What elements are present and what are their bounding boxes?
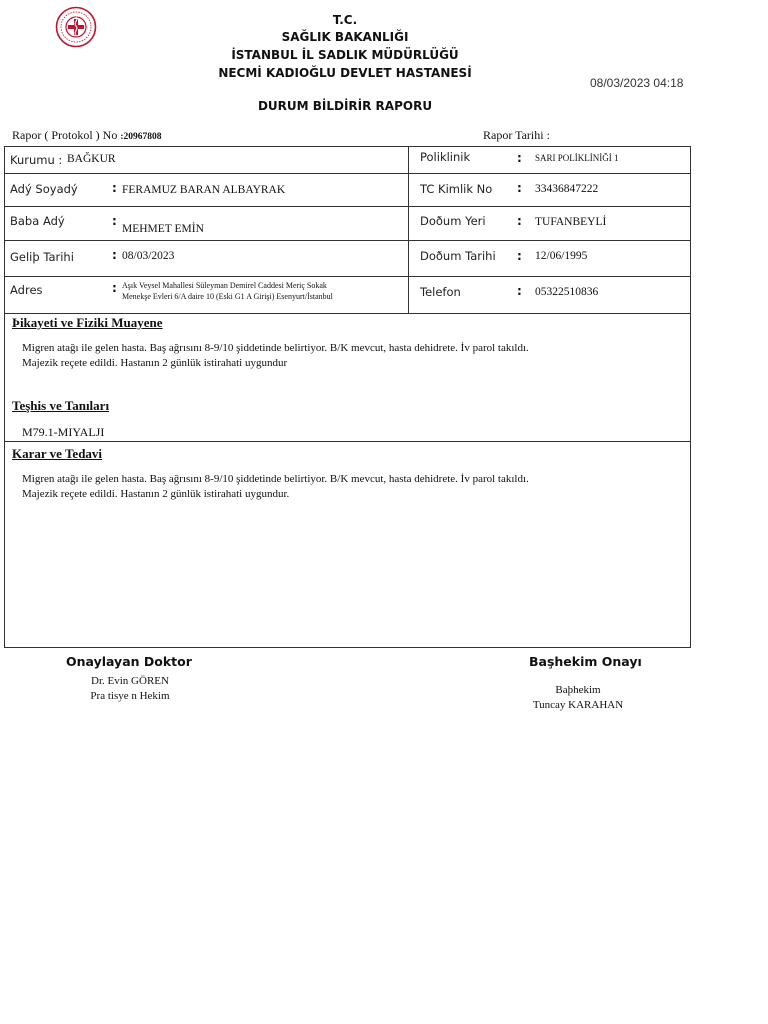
colon: : bbox=[517, 284, 522, 298]
decision-title: Karar ve Tedavi bbox=[12, 446, 103, 461]
diagnosis-title: Teşhis ve Tanıları bbox=[12, 398, 110, 413]
doctor-signature bbox=[40, 674, 220, 704]
tc-label: TC Kimlik No bbox=[420, 182, 493, 196]
report-date-label: Rapor Tarihi : bbox=[483, 128, 550, 142]
colon: : bbox=[517, 151, 522, 165]
father-label: Baba Adý bbox=[10, 214, 65, 228]
doctor-role: Pra tisye n Hekim bbox=[90, 690, 170, 702]
header-hospital: NECMİ KADIOĞLU DEVLET HASTANESİ bbox=[218, 66, 472, 80]
chief-role: Baþhekim bbox=[555, 684, 601, 696]
protocol-number: :20967808 bbox=[120, 132, 162, 142]
ministry-logo-icon bbox=[55, 6, 97, 48]
clinic-label: Poliklinik bbox=[420, 150, 471, 164]
approving-doctor-title: Onaylayan Doktor bbox=[66, 654, 192, 669]
clinic-value: SARI POLİKLİNİĞİ 1 bbox=[535, 153, 619, 163]
diagnosis-value: M79.1-MIYALJI bbox=[22, 425, 105, 439]
chief-approval-title: Başhekim Onayı bbox=[529, 654, 642, 669]
table-divider bbox=[408, 146, 409, 314]
header-ministry: SAĞLIK BAKANLIĞI bbox=[281, 30, 409, 44]
colon: : bbox=[517, 181, 522, 195]
patient-name-value: FERAMUZ BARAN ALBAYRAK bbox=[122, 184, 286, 196]
institution-label: Kurumu : bbox=[10, 153, 63, 167]
birthplace-value: TUFANBEYLİ bbox=[535, 216, 607, 228]
decision-text bbox=[22, 472, 662, 502]
chief-signature bbox=[488, 683, 668, 713]
birthdate-label: Doðum Tarihi bbox=[420, 249, 496, 263]
history-title: Þikayeti ve Fiziki Muayene bbox=[12, 315, 163, 330]
row-divider bbox=[4, 173, 691, 174]
report-title: DURUM BİLDİRİR RAPORU bbox=[257, 99, 433, 113]
colon: : bbox=[112, 281, 117, 295]
row-divider bbox=[4, 276, 691, 277]
print-datetime: 08/03/2023 04:18 bbox=[590, 76, 684, 90]
birthdate-value: 12/06/1995 bbox=[535, 250, 588, 262]
doctor-name: Dr. Evin GÖREN bbox=[91, 675, 169, 687]
institution-value: BAĞKUR bbox=[67, 153, 116, 165]
name-label: Adý Soyadý bbox=[10, 182, 78, 196]
colon: : bbox=[112, 214, 117, 228]
colon: : bbox=[112, 248, 117, 262]
decision-line: Migren atağı ile gelen hasta. Baş ağrısını 8-9/10 şiddetinde belirtiyor. B/K mevcut, hasta dehidrete. İv parol takıldı. bbox=[22, 473, 529, 485]
address-line-2: Menekşe Evleri 6/A daire 10 (Eski G1 A Girişi) Esenyurt/İstanbul bbox=[122, 292, 333, 301]
arrival-value: 08/03/2023 bbox=[122, 250, 175, 262]
row-divider bbox=[4, 206, 691, 207]
history-text bbox=[22, 341, 662, 371]
chief-name: Tuncay KARAHAN bbox=[532, 699, 624, 711]
address-line-1: Aşık Veysel Mahallesi Süleyman Demirel Caddesi Meriç Sokak bbox=[122, 281, 327, 290]
section-divider bbox=[4, 441, 691, 442]
decision-line: Majezik reçete edildi. Hastanın 2 günlük istirahati uygundur. bbox=[22, 488, 290, 500]
tc-value: 33436847222 bbox=[535, 183, 599, 195]
history-line: Migren atağı ile gelen hasta. Baş ağrısını 8-9/10 şiddetinde belirtiyor. B/K mevcut, hasta dehidrete. İv parol takıldı. bbox=[22, 342, 529, 354]
colon: : bbox=[517, 214, 522, 228]
phone-value: 05322510836 bbox=[535, 286, 599, 298]
header-country: T.C. bbox=[332, 13, 358, 27]
arrival-label: Geliþ Tarihi bbox=[10, 250, 74, 264]
row-divider bbox=[4, 240, 691, 241]
protocol-label: Rapor ( Protokol ) No :20967808 bbox=[12, 128, 162, 142]
address-label: Adres bbox=[10, 283, 43, 297]
header-directorate: İSTANBUL İL SADLIK MÜDÜRLÜĞÜ bbox=[231, 48, 459, 62]
colon: : bbox=[517, 249, 522, 263]
colon: : bbox=[112, 181, 117, 195]
phone-label: Telefon bbox=[420, 285, 461, 299]
birthplace-label: Doðum Yeri bbox=[420, 214, 486, 228]
father-value: MEHMET EMİN bbox=[122, 223, 204, 235]
history-line: Majezik reçete edildi. Hastanın 2 günlük istirahati uygundur bbox=[22, 357, 288, 369]
